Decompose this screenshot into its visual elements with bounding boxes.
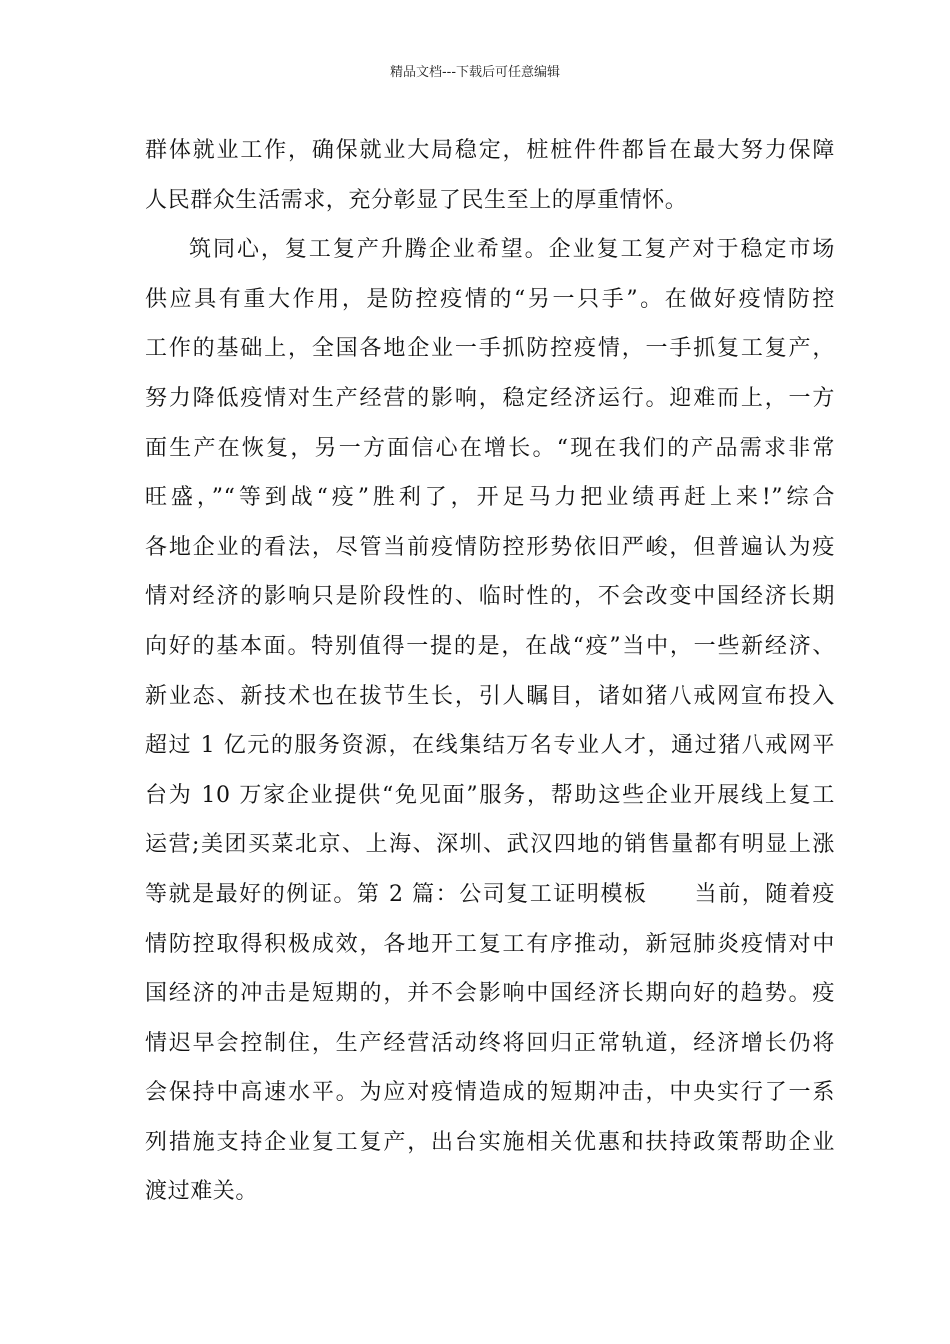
text-line: 情迟早会控制住，生产经营活动终将回归正常轨道，经济增长仍将 xyxy=(145,1030,835,1056)
text-line: 新业态、新技术也在拔节生长，引人瞩目，诸如猪八戒网宣布投入 xyxy=(145,683,835,709)
text-line: 旺盛，”“等到战“疫”胜利了，开足马力把业绩再赶上来!”综合 xyxy=(145,485,835,511)
text-line: 工作的基础上，全国各地企业一手抓防控疫情，一手抓复工复产， xyxy=(145,336,835,362)
text-line: 人民群众生活需求，充分彰显了民生至上的厚重情怀。 xyxy=(145,187,688,213)
text-line: 筑同心，复工复产升腾企业希望。企业复工复产对于稳定市场 xyxy=(189,237,835,263)
text-line: 向好的基本面。特别值得一提的是，在战“疫”当中，一些新经济、 xyxy=(145,633,835,659)
text-line: 各地企业的看法，尽管当前疫情防控形势依旧严峻，但普遍认为疫 xyxy=(145,534,835,560)
text-line: 等就是最好的例证。第 2 篇：公司复工证明模板 当前，随着疫 xyxy=(145,881,835,907)
text-line: 列措施支持企业复工复产，出台实施相关优惠和扶持政策帮助企业 xyxy=(145,1129,835,1155)
text-line: 群体就业工作，确保就业大局稳定，桩桩件件都旨在最大努力保障 xyxy=(145,138,835,163)
page-header: 精品文档---下载后可任意编辑 xyxy=(389,65,561,80)
text-line: 渡过难关。 xyxy=(145,1179,259,1205)
text-line: 超过 1 亿元的服务资源，在线集结万名专业人才，通过猪八戒网平 xyxy=(145,733,835,759)
text-line: 努力降低疫情对生产经营的影响，稳定经济运行。迎难而上，一方 xyxy=(145,385,835,411)
text-line: 运营;美团买菜北京、上海、深圳、武汉四地的销售量都有明显上涨 xyxy=(145,832,835,858)
text-line: 供应具有重大作用，是防控疫情的“另一只手”。在做好疫情防控 xyxy=(145,286,835,312)
text-line: 会保持中高速水平。为应对疫情造成的短期冲击，中央实行了一系 xyxy=(145,1080,835,1106)
text-line: 面生产在恢复，另一方面信心在增长。“现在我们的产品需求非常 xyxy=(145,435,835,461)
text-line: 台为 10 万家企业提供“免见面”服务，帮助这些企业开展线上复工 xyxy=(145,782,835,808)
body-text xyxy=(145,126,835,1217)
text-line: 国经济的冲击是短期的，并不会影响中国经济长期向好的趋势。疫 xyxy=(145,981,835,1007)
text-line: 情防控取得积极成效，各地开工复工有序推动，新冠肺炎疫情对中 xyxy=(145,931,835,957)
text-line: 情对经济的影响只是阶段性的、临时性的，不会改变中国经济长期 xyxy=(145,584,835,610)
